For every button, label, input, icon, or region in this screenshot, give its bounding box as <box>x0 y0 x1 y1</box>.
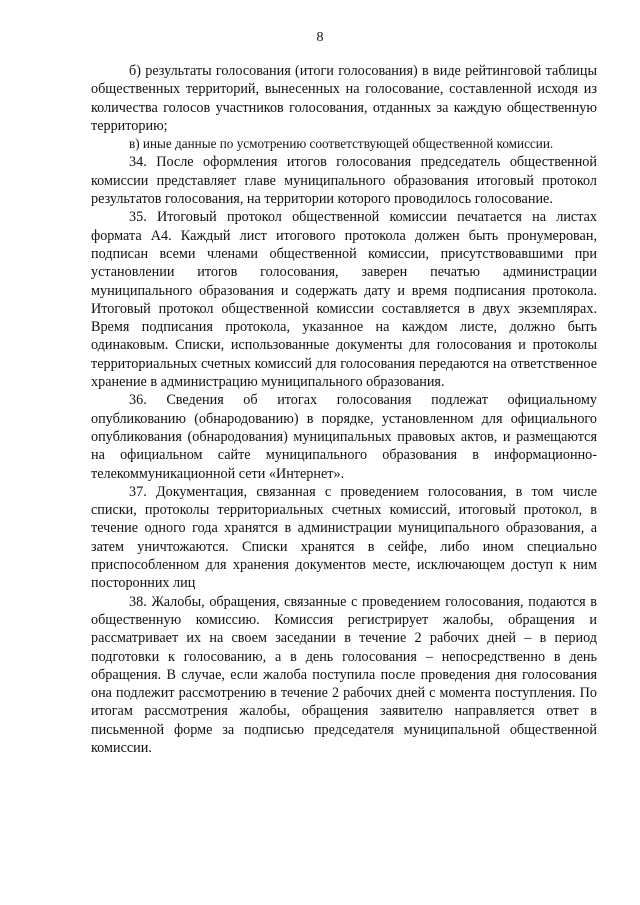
paragraph-clause-34: 34. После оформления итогов голосования председатель общественной комиссии представляет главе муниципального образования итоговый протокол результатов голосования, на территории которого проводилось голосование. <box>91 154 597 208</box>
document-body <box>91 62 597 757</box>
paragraph-clause-37: 37. Документация, связанная с проведением голосования, в том числе списки, протоколы территориальных счетных комиссий, итоговый протокол, в течение одного года хранятся в администрации муниципального образования, а затем уничтожаются. Списки хранятся в сейфе, либо ином специально приспособленном для хранения документов месте, исключающем доступ к ним посторонних лиц <box>91 483 597 592</box>
paragraph-item-v-other-data: в) иные данные по усмотрению соответствующей общественной комиссии. <box>129 136 554 152</box>
paragraph-clause-35: 35. Итоговый протокол общественной комиссии печатается на листах формата А4. Каждый лист итогового протокола должен быть пронумерован, подписан всеми членами общественной комиссии, присутствовавшими при установлении итогов голосования, заверен печатью администрации муниципального образования и содержать дату и время подписания протокола. Итоговый протокол общественной комиссии составляется в двух экземплярах. Время подписания протокола, указанное на каждом листе, должно быть одинаковым. Списки, использованные документы для голосования и протоколы территориальных счетных комиссий для голосования передаются на ответственное хранение в администрацию муниципального образования. <box>91 209 597 391</box>
paragraph-clause-38: 38. Жалобы, обращения, связанные с проведением голосования, подаются в общественную комиссию. Комиссия регистрирует жалобы, обращения и рассматривает их на своем заседании в течение 2 рабочих дней – в период подготовки к голосованию, а в день голосования – непосредственно в день обращения. В случае, если жалоба поступила после проведения дня голосования она подлежит рассмотрению в течение 2 рабочих дней с момента поступления. По итогам рассмотрения жалобы, обращения заявителю направляется ответ в письменной форме за подписью председателя муниципальной общественной комиссии. <box>91 593 597 756</box>
paragraph-clause-36: 36. Сведения об итогах голосования подлежат официальному опубликованию (обнародованию) в порядке, установленном для официального опубликования (обнародования) муниципальных правовых актов, и размещаются на официальном сайте муниципального образования в информационно-телекоммуникационной сети «Интернет». <box>91 392 597 482</box>
paragraph-item-b-results: б) результаты голосования (итоги голосования) в виде рейтинговой таблицы общественных территорий, вынесенных на голосование, составленной исходя из количества голосов участников голосования, отданных за каждую общественную территорию; <box>91 63 597 134</box>
page-number: 8 <box>316 30 324 45</box>
